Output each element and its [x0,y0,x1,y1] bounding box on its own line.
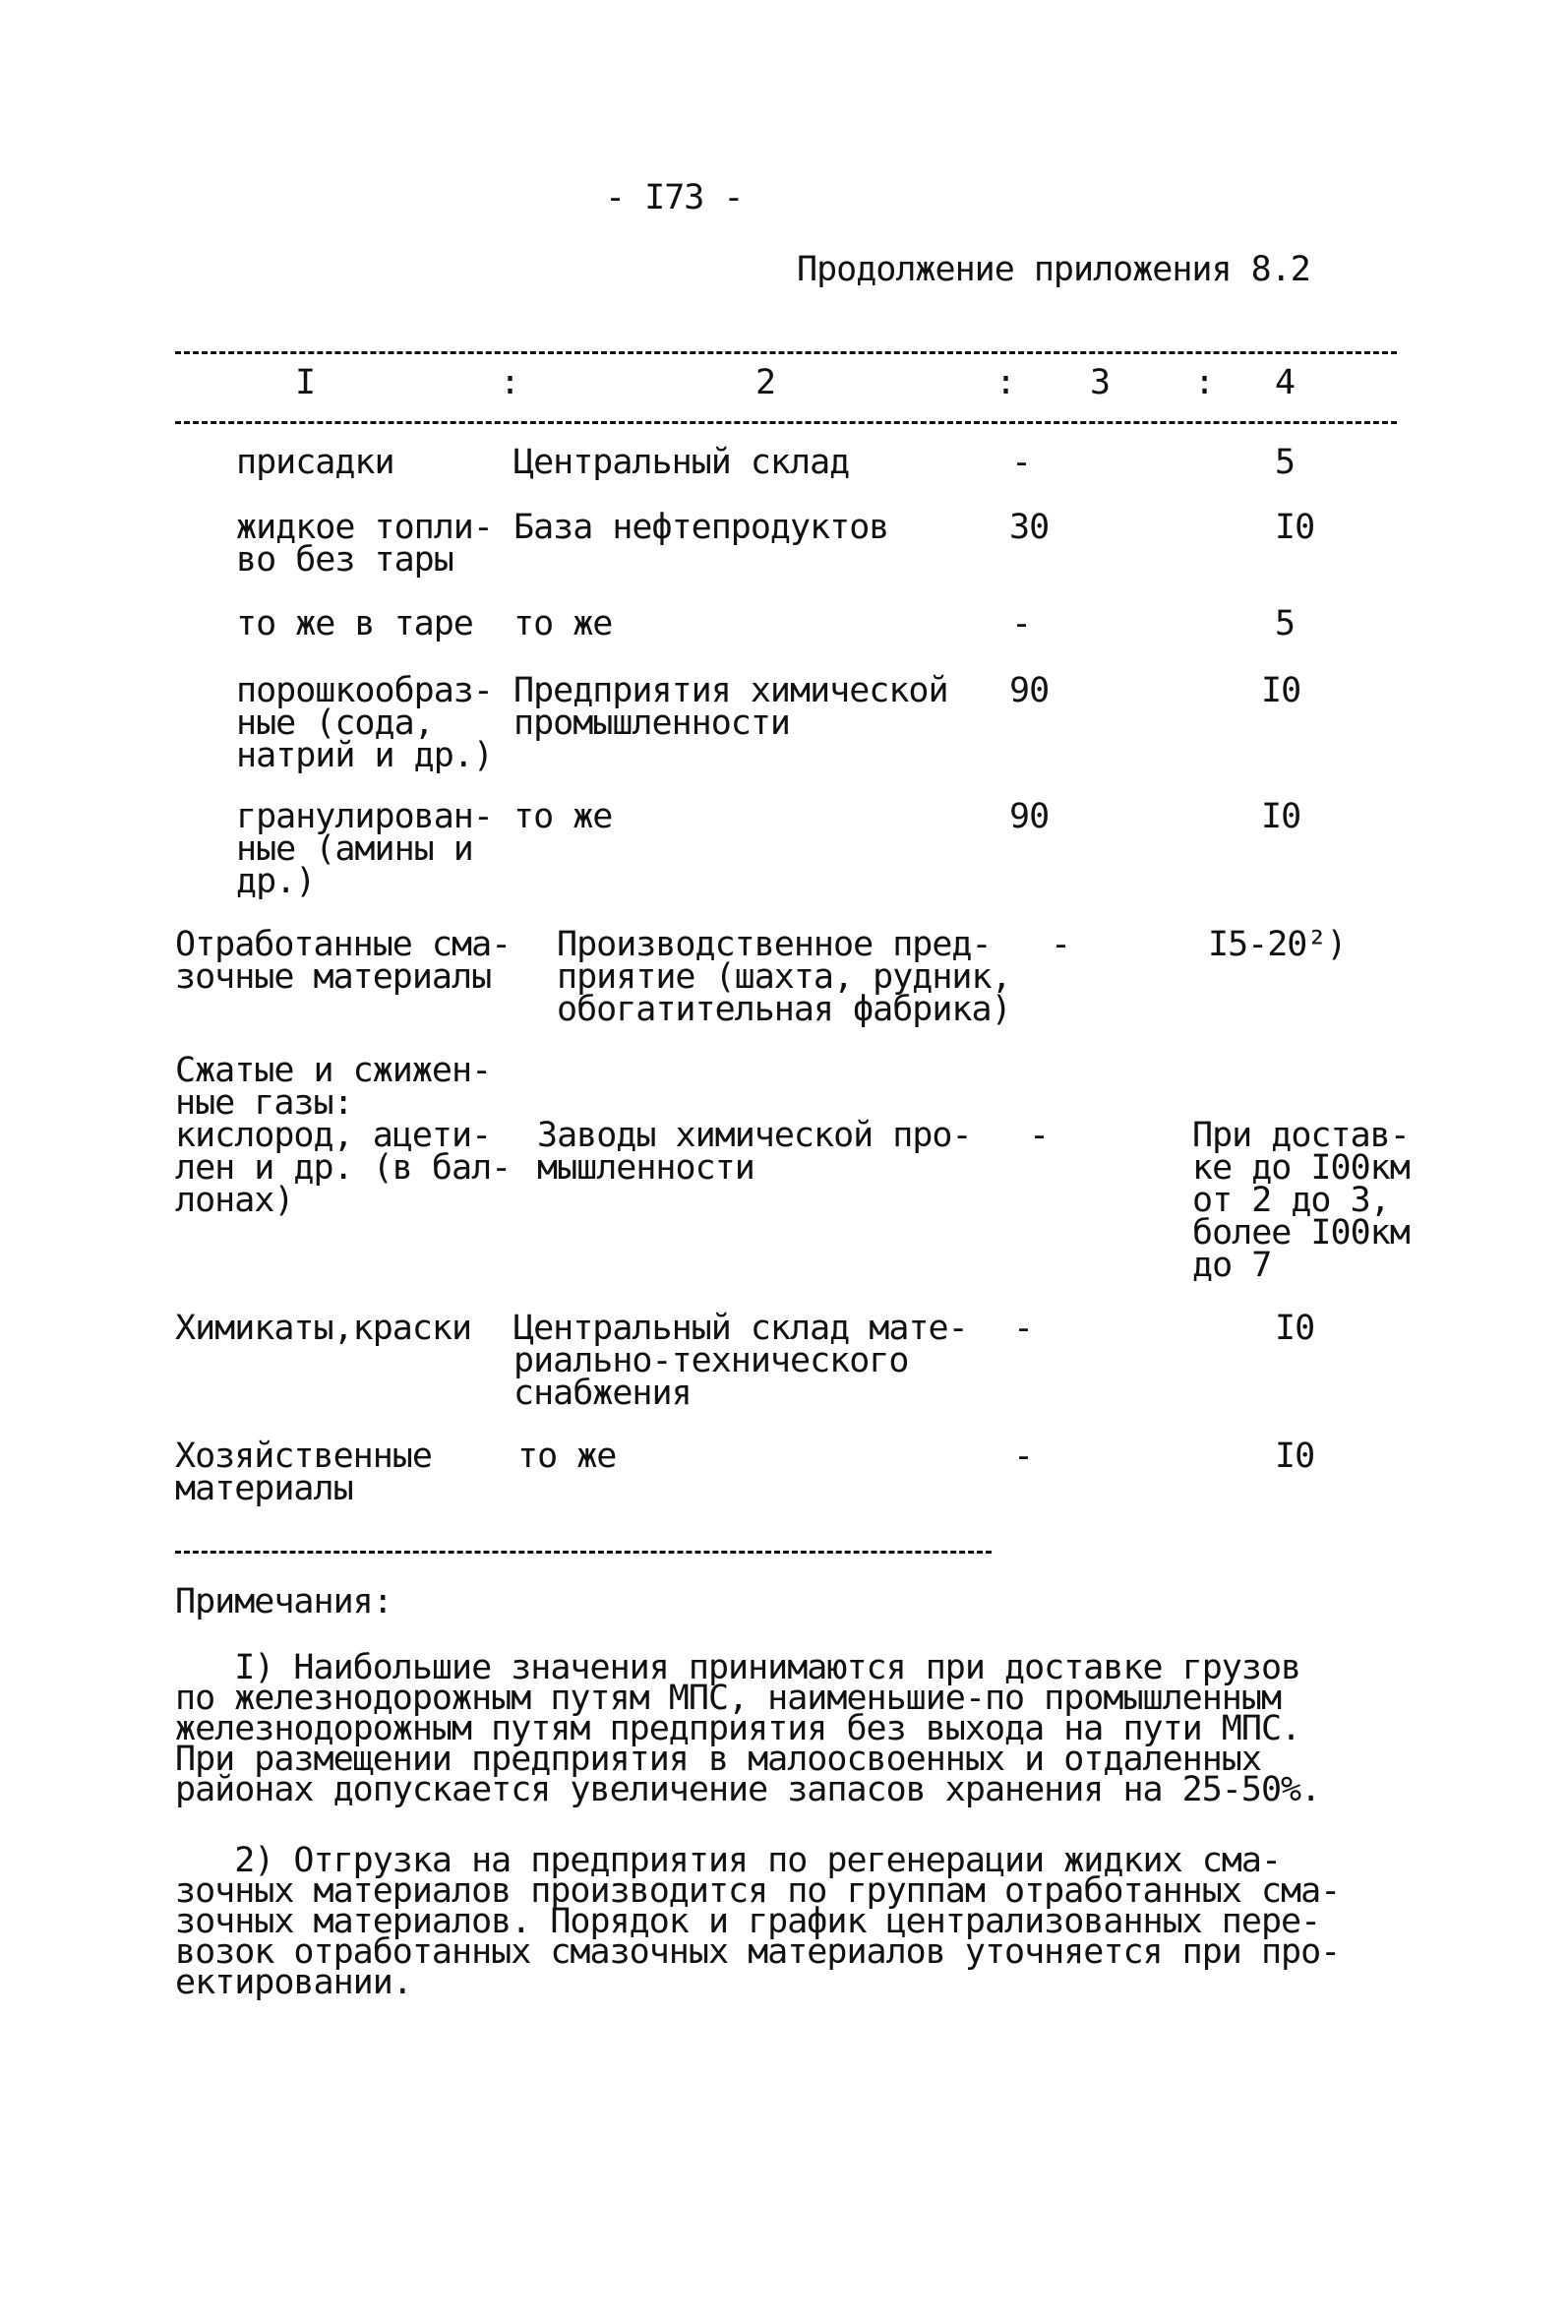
header-col-2: 2 [755,363,776,402]
row-source: Предприятия химической промышленности [513,671,948,743]
row-material: гранулирован- ные (амины и др.) [236,797,493,901]
row-distance: - [1051,925,1071,964]
row-source: то же [513,797,613,836]
header-col-3: 3 [1090,363,1111,402]
row-distance: - [1013,1437,1034,1476]
row-storage: I0 [1275,1309,1315,1348]
table-top-rule [175,351,1397,354]
row-material: жидкое топли- во без тары [236,508,493,580]
notes-title: Примечания: [175,1582,392,1621]
row-storage: 5 [1275,443,1296,482]
row-material: Сжатые и сжижен- ные газы: кислород, ацети- лен и др. (в бал- лонах) [175,1051,512,1220]
note-1: I) Наибольшие значения принимаются при доставке грузов по железнодорожным путям МПС, наименьшие-по промышленным железнодорожным путям предприятия без выхода на пути МПС. При размещении предприятия в малоосвоенных и отдаленных районах допускается увеличение запасов хранения на 25-50%. [175,1648,1321,1809]
row-distance: - [1013,1309,1034,1348]
appendix-caption: Продолжение приложения 8.2 [797,250,1310,289]
row-material: Химикаты,краски [175,1309,472,1348]
row-storage: I0 [1275,1437,1315,1476]
table-header-rule [175,421,1397,424]
header-separator-3: : [1194,363,1215,402]
note-2: 2) Отгрузка на предприятия по регенерации жидких сма- зочных материалов производится по группам отработанных сма- зочных материалов. Порядок и график централизованных пере- возок отработанных смазочных материалов уточняется при про- ектировании. [175,1841,1341,2002]
row-source: Заводы химической про- мышленности [537,1116,972,1188]
header-col-4: 4 [1275,363,1296,402]
row-distance: 90 [1009,671,1050,710]
row-source: База нефтепродуктов [513,508,889,547]
table-bottom-rule [175,1551,992,1554]
row-storage: I0 [1261,671,1301,710]
row-storage: I0 [1275,508,1315,547]
row-distance: 30 [1009,508,1050,547]
row-storage: I0 [1261,797,1301,836]
row-storage: I5-20²) [1208,925,1347,964]
row-source: Центральный склад мате- риально-технического снабжения [513,1309,968,1413]
row-source: то же [513,604,613,643]
row-distance: - [1011,443,1032,482]
row-material: Отработанные сма- зочные материалы [175,925,512,997]
row-distance: - [1011,604,1032,643]
page-number: - I73 - [605,178,744,217]
row-source: то же [517,1437,617,1476]
header-separator-2: : [995,363,1016,402]
row-storage: При достав- ке до I00км от 2 до 3, более I00км до 7 [1192,1116,1410,1285]
header-col-1: I [295,363,316,402]
row-material: Хозяйственные материалы [175,1437,432,1508]
row-material: присадки [236,443,394,482]
row-distance: - [1029,1116,1050,1155]
row-storage: 5 [1275,604,1296,643]
row-source: Центральный склад [513,443,850,482]
row-distance: 90 [1009,797,1050,836]
row-source: Производственное пред- приятие (шахта, рудник, обогатительная фабрика) [557,925,1011,1029]
row-material: то же в таре [236,604,473,643]
header-separator-1: : [500,363,520,402]
row-material: порошкообраз- ные (сода, натрий и др.) [236,671,493,775]
